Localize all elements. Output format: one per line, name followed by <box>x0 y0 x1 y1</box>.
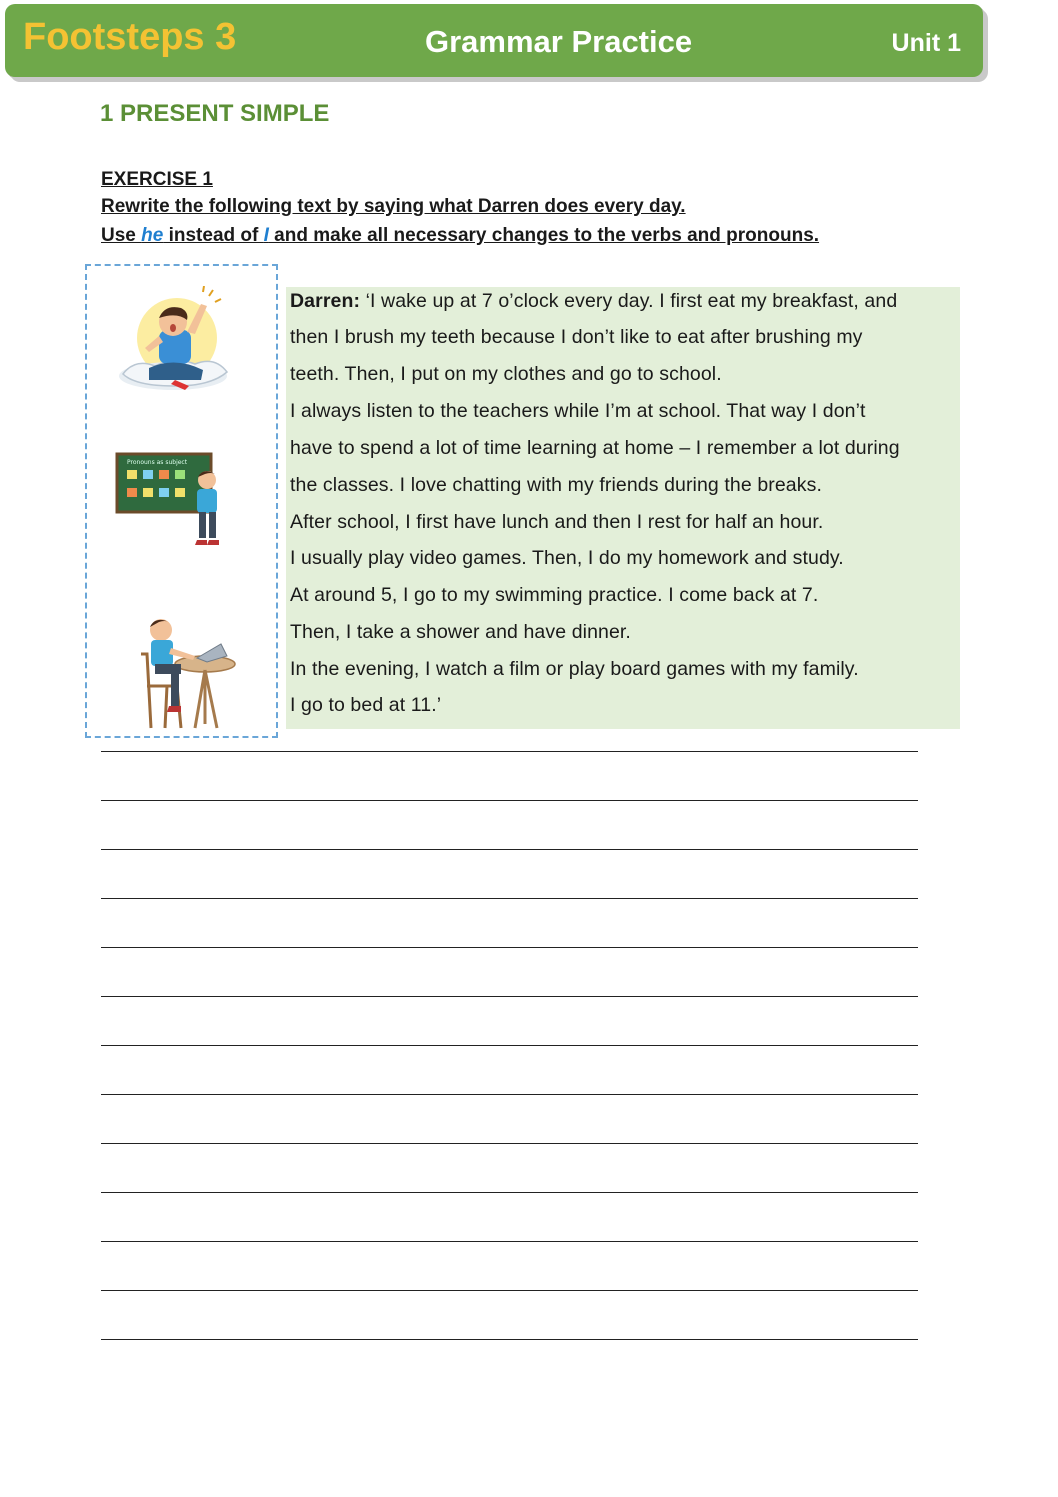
answer-line[interactable] <box>101 1143 918 1144</box>
unit-label: Unit 1 <box>891 29 961 57</box>
passage-line: After school, I first have lunch and then I rest for half an hour. <box>290 511 824 533</box>
answer-line[interactable] <box>101 849 918 850</box>
exercise-label: EXERCISE 1 <box>101 169 213 190</box>
answer-line[interactable] <box>101 1339 918 1340</box>
answer-line[interactable] <box>101 1094 918 1095</box>
instr-rest: and make all necessary changes to the verbs and pronouns. <box>268 225 820 246</box>
passage-line: I always listen to the teachers while I’m at school. That way I don’t <box>290 400 866 422</box>
passage-line: have to spend a lot of time learning at home – I remember a lot during <box>290 437 900 459</box>
answer-line[interactable] <box>101 1290 918 1291</box>
page-title: Grammar Practice <box>425 24 693 59</box>
answer-line[interactable] <box>101 1192 918 1193</box>
illustration-column <box>85 264 278 738</box>
passage-first-line: ‘I wake up at 7 o’clock every day. I first eat my breakfast, and <box>360 290 898 312</box>
instr-instead-of: instead of <box>163 225 264 246</box>
passage-line: In the evening, I watch a film or play board games with my family. <box>290 658 859 680</box>
reading-passage <box>286 287 960 729</box>
answer-line[interactable] <box>101 947 918 948</box>
boy-with-laptop-illustration <box>137 614 237 732</box>
instr-he: he <box>141 225 164 246</box>
instr-use: Use <box>101 225 142 246</box>
header-banner <box>5 4 983 77</box>
brand-title: Footsteps 3 <box>23 16 237 58</box>
instruction-line-1: Rewrite the following text by saying what Darren does every day. <box>101 196 686 217</box>
passage-line: I usually play video games. Then, I do my homework and study. <box>290 547 844 569</box>
answer-line[interactable] <box>101 996 918 997</box>
passage-line: Then, I take a shower and have dinner. <box>290 621 631 643</box>
answer-line[interactable] <box>101 898 918 899</box>
section-title: 1 PRESENT SIMPLE <box>100 100 330 127</box>
boy-at-blackboard-illustration <box>115 450 227 550</box>
board-caption: Pronouns as subject <box>127 459 188 466</box>
passage-line: At around 5, I go to my swimming practice. I come back at 7. <box>290 584 819 606</box>
answer-line[interactable] <box>101 800 918 801</box>
passage-line: the classes. I love chatting with my friends during the breaks. <box>290 474 822 496</box>
boy-waking-up-illustration <box>115 286 235 398</box>
passage-line: teeth. Then, I put on my clothes and go to school. <box>290 363 722 385</box>
answer-line[interactable] <box>101 751 918 752</box>
instruction-line-2 <box>101 225 819 247</box>
speaker-name: Darren: <box>290 290 361 312</box>
passage-line: I go to bed at 11.’ <box>290 694 442 716</box>
instr-i: I <box>263 225 269 246</box>
answer-line[interactable] <box>101 1241 918 1242</box>
passage-line <box>290 287 897 323</box>
answer-line[interactable] <box>101 1045 918 1046</box>
passage-line: then I brush my teeth because I don’t like to eat after brushing my <box>290 326 863 348</box>
